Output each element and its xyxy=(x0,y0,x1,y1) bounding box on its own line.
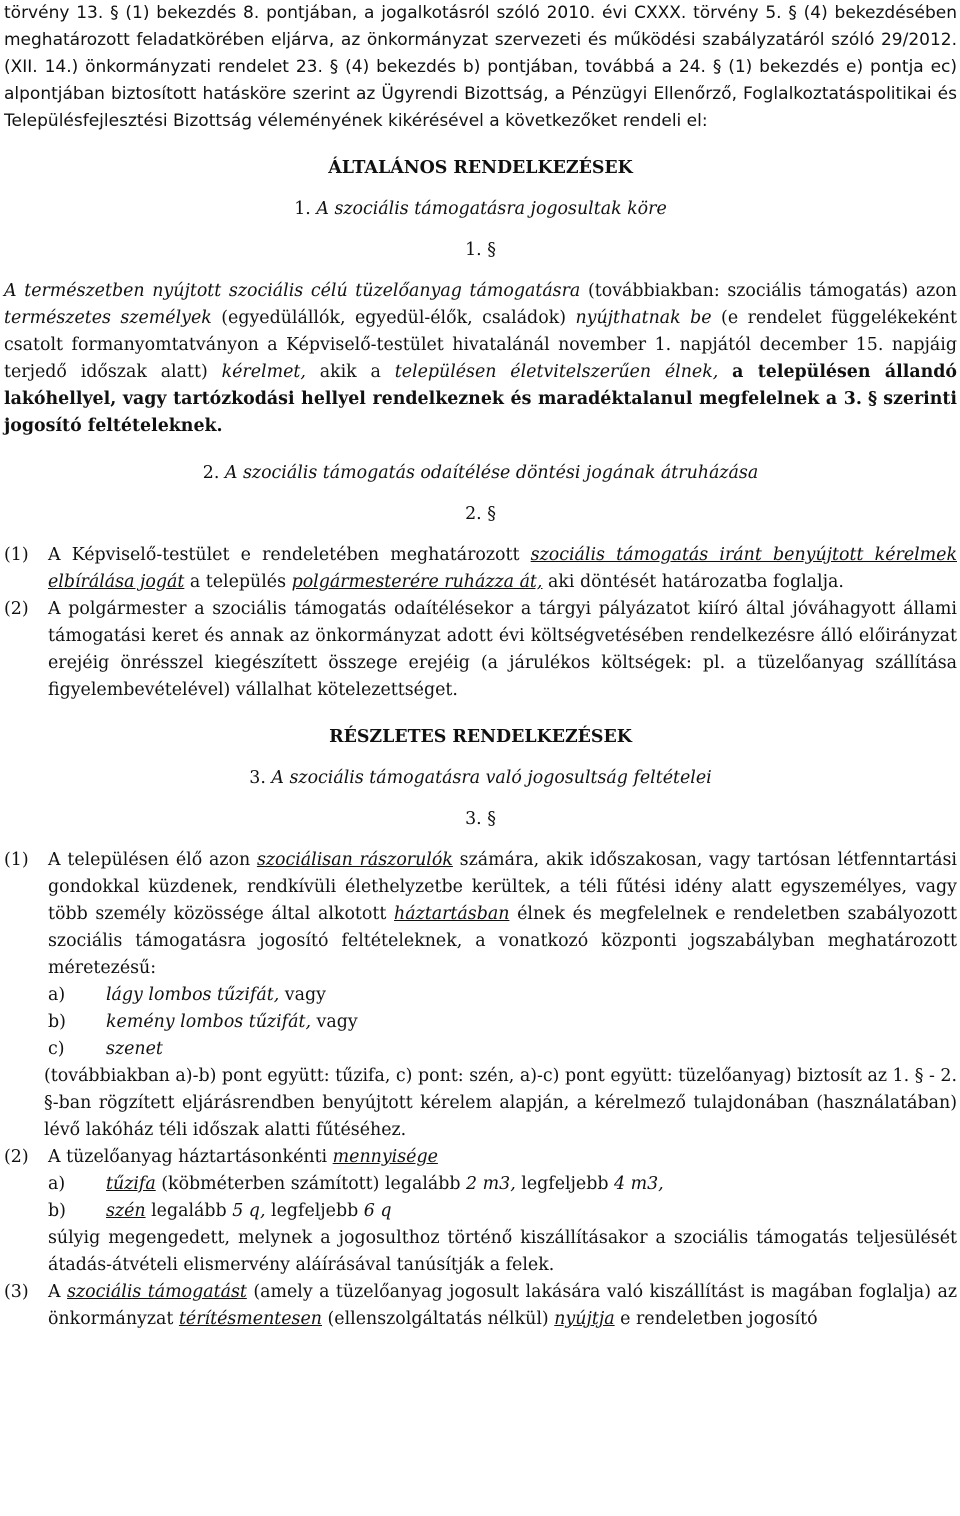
par3-3-text: A xyxy=(48,1282,61,1302)
section-sign: § xyxy=(487,809,496,829)
par3-1-text: számára, akik időszakosan, vagy tartósan létfenntartási gondokkal küzdenek, rendkívüli élethelyzetbe kerültek, a téli fűtési idény alatt egyszemélyes, vagy több személy közössége által alkotott xyxy=(48,850,957,924)
list-item xyxy=(4,1009,957,1036)
par3-1-cont-text: (továbbiakban a)-b) pont együtt: tűzifa, c) pont: szén, a)-c) pont együtt: tüzelőanyag) biztosít az 1. xyxy=(44,1066,910,1086)
list-item-italic: 6 q xyxy=(363,1201,392,1221)
paragraph-1 xyxy=(4,278,957,440)
item-number: (2) xyxy=(4,599,29,619)
par1-text: A természetben nyújtott szociális célú tüzelőanyag támogatásra xyxy=(4,281,581,301)
par3-3-text: e rendeletben jogosító xyxy=(620,1309,818,1329)
par2-1-text: polgármesterére ruházza át, xyxy=(291,572,543,592)
par3-1-text: élnek és megfelelnek e rendeletben szabályozott szociális támogatásra jogosító feltételeknek, a vonatkozó központi jogszabályban meghatározott méretezésű: xyxy=(48,904,958,978)
intro-text-3: (4) bekezdésében meghatározott feladatkörében eljárva, az önkormányzat szervezeti és működési szabályzatáról szóló 29/2012. (XII. 14.) önkormányzati rendelet 23. xyxy=(4,3,958,77)
paragraph-number: 2. xyxy=(465,504,482,524)
paragraph-3-2 xyxy=(4,1144,957,1171)
list-item-label: b) xyxy=(48,1201,66,1221)
par3-1-text: háztartásban xyxy=(394,904,510,924)
list-item-label: c) xyxy=(48,1039,65,1059)
section-sign: § xyxy=(110,3,119,23)
list-item xyxy=(4,1198,957,1225)
paragraph-number-1 xyxy=(4,237,957,264)
par3-1-cont-text: -ban rögzített eljárásrendben benyújtott kérelem alapján, a kérelmező tulajdonában (használatában) lévő lakóház téli időszak alatti fűtéséhez. xyxy=(44,1093,957,1140)
section-sign: § xyxy=(329,57,339,77)
list-item-italic: kemény lombos tűzifát, xyxy=(106,1012,311,1032)
list-item-text xyxy=(106,982,957,1009)
list-item-italic: 2 m3, xyxy=(466,1174,516,1194)
par3-2-text: A tüzelőanyag háztartásonkénti xyxy=(48,1147,328,1167)
list-item-italic: lágy lombos tűzifát, xyxy=(106,985,280,1005)
par3-3-text: szociális támogatást xyxy=(67,1282,247,1302)
paragraph-3-1-continuation xyxy=(4,1063,957,1144)
par3-3-text: térítésmentesen xyxy=(178,1309,322,1329)
list-item-label: a) xyxy=(48,985,66,1005)
list-item-label: a) xyxy=(48,1174,66,1194)
paragraph-3-3 xyxy=(4,1279,957,1333)
list-item-italic: 5 q, xyxy=(232,1201,266,1221)
par3-3-text: (amely a tüzelőanyag jogosult lakására való kiszállítást is magában foglalja) az önkormányzat xyxy=(48,1282,957,1329)
item-text xyxy=(48,1144,957,1171)
par2-1-text: A Képviselő-testület e rendeletében meghatározott xyxy=(48,545,520,565)
intro-text-4: (4) bekezdés b) pontjában, továbbá a 24. xyxy=(345,57,706,77)
par3-1-text: A településen élő azon xyxy=(48,850,251,870)
list-item-rest: legalább xyxy=(151,1201,227,1221)
par1-text: (továbbiakban: szociális támogatás) azon xyxy=(587,281,957,301)
subheading-title: A szociális támogatásra jogosultak köre xyxy=(316,199,667,219)
item-text xyxy=(48,847,957,982)
section-sign: § xyxy=(914,1066,924,1086)
par1-text: (e rendelet függelékeként csatolt formanyomtatványon a Képviselő-testület hivatalánál november 1. napjától december 15. napjáig terjedő időszak alatt) xyxy=(4,308,957,382)
paragraph-number-3 xyxy=(4,806,957,833)
item-text xyxy=(48,1279,957,1333)
list-item-rest: vagy xyxy=(284,985,326,1005)
subheading-2 xyxy=(4,460,957,487)
intro-text-5: (1) bekezdés e) pontja ec) alpontjában biztosított hatásköre szerint az Ügyrendi Bizottság, a Pénzügyi Ellenőrző, Foglalkoztatáspolitikai és Településfejlesztési Bizottság véleményének kikérésével a következőket rendeli el: xyxy=(4,57,958,131)
list-item-italic: tűzifa xyxy=(106,1174,156,1194)
list-item xyxy=(4,1171,957,1198)
list-item-rest: vagy xyxy=(316,1012,358,1032)
section-sign: § xyxy=(487,240,496,260)
par1-text: természetes személyek xyxy=(4,308,212,328)
subheading-number: 3. xyxy=(249,768,266,788)
list-item xyxy=(4,1036,957,1063)
par3-1-cont-text: - 2. xyxy=(928,1066,957,1086)
par1-text: településen életvitelszerűen élnek, xyxy=(394,362,719,382)
paragraph-2-1 xyxy=(4,542,957,596)
list-item-text xyxy=(106,1036,957,1063)
par1-text: kérelmet, xyxy=(221,362,306,382)
list-item-text xyxy=(106,1198,957,1225)
section-sign: § xyxy=(44,1093,53,1113)
paragraph-number-2 xyxy=(4,501,957,528)
section-sign: § xyxy=(868,389,878,409)
list-item-italic: szenet xyxy=(106,1039,163,1059)
section-sign: § xyxy=(788,3,797,23)
intro-text-2: (1) bekezdés 8. pontjában, a jogalkotásról szóló 2010. évi CXXX. törvény 5. xyxy=(125,3,782,23)
par1-text: nyújthatnak be xyxy=(575,308,712,328)
subheading-number: 2. xyxy=(202,463,220,483)
list-item-italic: 4 m3, xyxy=(614,1174,664,1194)
par3-3-text: (ellenszolgáltatás nélkül) xyxy=(327,1309,549,1329)
paragraph-3-1 xyxy=(4,847,957,982)
list-item-label: b) xyxy=(48,1012,66,1032)
par1-text: (egyedülállók, egyedül-élők, családok) xyxy=(221,308,566,328)
list-item xyxy=(4,982,957,1009)
paragraph-3-2-continuation: súlyig megengedett, melynek a jogosulthoz történő kiszállításakor a szociális támogatás teljesülését átadás-átvételi elismervény aláírásával tanúsítják a felek. xyxy=(48,1228,957,1275)
intro-paragraph xyxy=(4,0,957,135)
par2-1-text: aki döntését határozatba foglalja. xyxy=(547,572,844,592)
item-number: (3) xyxy=(4,1282,29,1302)
list-item-text xyxy=(106,1009,957,1036)
detailed-provisions-heading: RÉSZLETES RENDELKEZÉSEK xyxy=(329,727,632,747)
subheading-3 xyxy=(4,765,957,792)
subheading-title: A szociális támogatásra való jogosultság feltételei xyxy=(271,768,712,788)
item-number: (1) xyxy=(4,850,29,870)
item-text xyxy=(48,542,957,596)
paragraph-number: 3. xyxy=(465,809,482,829)
list-item-text xyxy=(106,1171,957,1198)
list-item-italic: szén xyxy=(106,1201,146,1221)
subheading-number: 1. xyxy=(294,199,311,219)
paragraph-number: 1. xyxy=(465,240,482,260)
par3-3-text: nyújtja xyxy=(554,1309,615,1329)
par2-1-text: szociális támogatás iránt benyújtott kérelmek elbírálása jogát xyxy=(48,545,957,592)
section-sign: § xyxy=(712,57,722,77)
list-item-rest: legfeljebb xyxy=(271,1201,359,1221)
item-number: (1) xyxy=(4,545,29,565)
par3-2-text: mennyisége xyxy=(332,1147,438,1167)
par1-text: szerinti jogosító feltételeknek. xyxy=(4,389,958,436)
par1-text: a településen állandó lakóhellyel, vagy tartózkodási hellyel rendelkeznek és maradéktalanul megfelelnek a 3. xyxy=(4,362,957,409)
intro-text-1: törvény 13. xyxy=(4,3,104,23)
subheading-1 xyxy=(4,196,957,223)
list-item-rest: (köbméterben számított) legalább xyxy=(161,1174,461,1194)
item-number: (2) xyxy=(4,1147,29,1167)
item-text: A polgármester a szociális támogatás odaítélésekor a tárgyi pályázatot kiíró által jóváhagyott állami támogatási keret és annak az önkormányzat adott évi költségvetésében rendelkezésre álló előirányzat erejéig önrésszel kiegészített összege erejéig (a járulékos költségek: pl. a tüzelőanyag szállítása figyelembevételével) vállalhat kötelezettséget. xyxy=(48,599,957,700)
par1-text: akik a xyxy=(319,362,381,382)
par2-1-text: a település xyxy=(189,572,287,592)
paragraph-2-2 xyxy=(4,596,957,704)
par3-1-text: szociálisan rászorulók xyxy=(256,850,453,870)
section-sign: § xyxy=(487,504,496,524)
list-item-rest: legfeljebb xyxy=(521,1174,609,1194)
general-provisions-heading: ÁLTALÁNOS RENDELKEZÉSEK xyxy=(328,158,633,178)
subheading-title: A szociális támogatás odaítélése döntési jogának átruházása xyxy=(224,463,759,483)
